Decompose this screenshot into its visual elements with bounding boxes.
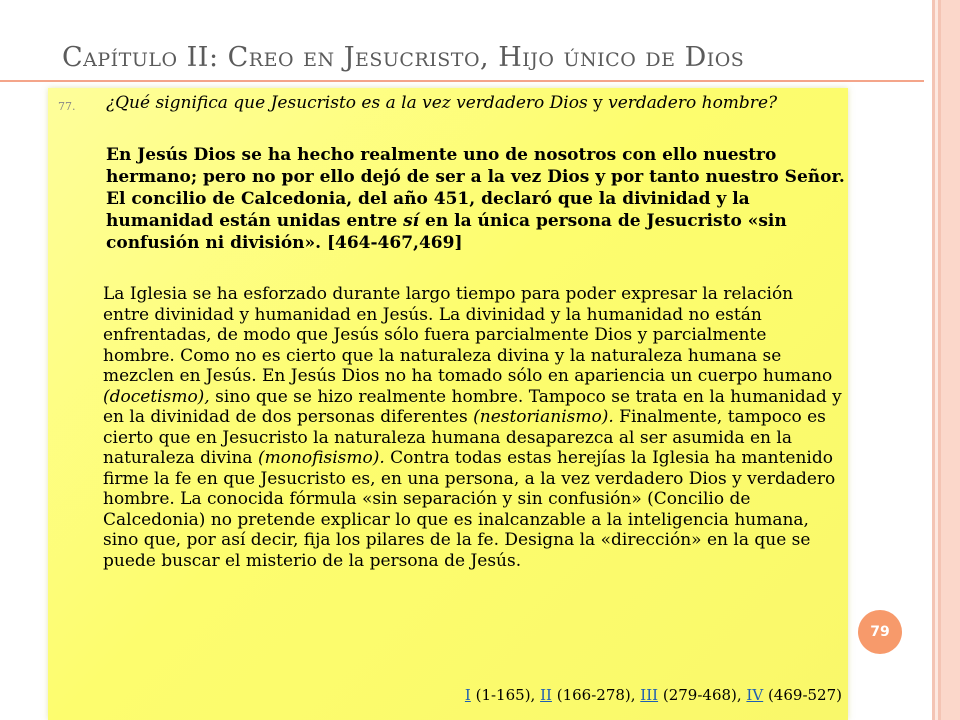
ref-range-i: (1-165), — [470, 686, 541, 704]
body-italic-1: (docetismo), — [103, 386, 210, 407]
ref-link-iii[interactable]: III — [640, 686, 659, 704]
ref-range-iv: (469-527) — [763, 686, 842, 704]
body-part-3: Finalmente, tampoco es cierto que en Jesucristo la naturaleza humana desaparezca al ser asumida en la naturaleza divina — [103, 407, 826, 468]
body-italic-3: (monofisismo). — [257, 448, 385, 468]
ref-range-ii: (166-278), — [551, 686, 641, 704]
page-number-badge: 79 — [858, 610, 902, 654]
ref-link-iv[interactable]: IV — [746, 686, 764, 704]
ref-range-iii: (279-468), — [658, 686, 747, 704]
decorative-stripes — [924, 0, 960, 720]
question-text — [106, 94, 826, 112]
body-part-4: Contra todas estas herejías la Iglesia ha mantenido firme la fe en que Jesucristo es, en una persona, a la vez verdadero Dios y verdadero hombre. La conocida fórmula «sin separación y sin confusión» (Concilio de Calcedonia) no pretende explicar lo que es inalcanzable a la inteligencia humana, sino que, por así decir, fija los pilares de la fe. Designa la «dirección» en la que se puede buscar el misterio de la persona de Jesús. — [103, 448, 836, 571]
body-italic-2: (nestorianismo). — [473, 407, 614, 427]
question-part-2: y — [587, 93, 609, 113]
section-references — [412, 686, 842, 704]
body-part-2: sino que se hizo realmente hombre. Tampoco se trata en la humanidad y en la divinidad de dos personas diferentes — [103, 386, 842, 427]
answer-part-2: en la única persona de Jesucristo «sin confusión ni división». [464-467,469] — [106, 211, 787, 253]
ref-link-ii[interactable]: II — [540, 686, 552, 704]
question-number: 77. — [58, 100, 76, 113]
explanation-text — [103, 284, 843, 571]
slide-title: Capítulo II: Creo en Jesucristo, Hijo único de Dios — [62, 42, 745, 73]
question-part-1: ¿Qué significa que Jesucristo es a la vez verdadero Dios — [106, 93, 588, 113]
body-part-1: La Iglesia se ha esforzado durante largo tiempo para poder expresar la relación entre divinidad y humanidad en Jesús. La divinidad y la humanidad no están enfrentadas, de modo que Jesús sólo fuera parcialmente Dios y parcialmente hombre. Como no es cierto que la naturaleza divina y la naturaleza humana se mezclen en Jesús. En Jesús Dios no ha tomado sólo en apariencia un cuerpo humano — [103, 284, 833, 386]
ref-link-i[interactable]: I — [464, 686, 471, 704]
title-divider — [0, 80, 924, 82]
answer-text — [106, 144, 846, 254]
answer-emphasis: sí — [403, 211, 420, 231]
question-part-3: verdadero hombre? — [608, 93, 778, 113]
answer-part-1: En Jesús Dios se ha hecho realmente uno de nosotros con ello nuestro hermano; pero no por ello dejó de ser a la vez Dios y por tanto nuestro Señor. El concilio de Calcedonia, del año 451, declaró que la divinidad y la humanidad están unidas entre — [106, 145, 845, 231]
